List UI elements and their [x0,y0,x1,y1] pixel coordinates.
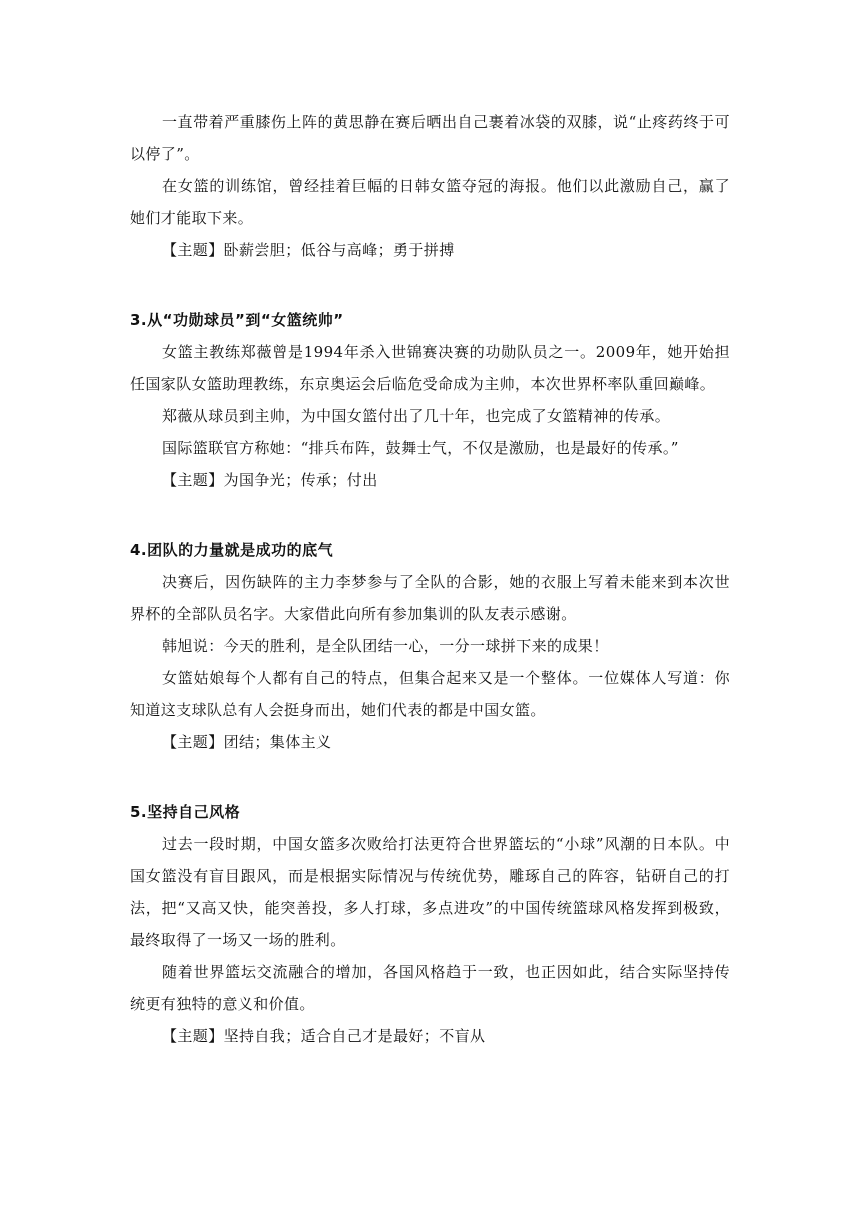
theme-line: 【主题】坚持自我；适合自己才是最好；不盲从 [162,1027,486,1045]
paragraph: 国际篮联官方称她：“排兵布阵，鼓舞士气，不仅是激励，也是最好的传承。” [162,439,679,457]
theme-line: 【主题】卧薪尝胆；低谷与高峰；勇于拼搏 [162,241,455,259]
paragraph: 郑薇从球员到主帅，为中国女篮付出了几十年，也完成了女篮精神的传承。 [162,407,671,425]
theme-line: 【主题】为国争光；传承；付出 [162,471,378,489]
paragraph: 决赛后，因伤缺阵的主力李梦参与了全队的合影，她的衣服上写着未能来到本次世界杯的全部队员名字。大家借此向所有参加集训的队友表示感谢。 [130,573,730,623]
paragraph: 随着世界篮坛交流融合的增加，各国风格趋于一致，也正因如此，结合实际坚持传统更有独特的意义和价值。 [130,963,730,1013]
theme-line: 【主题】团结；集体主义 [162,733,332,751]
paragraph: 一直带着严重膝伤上阵的黄思静在赛后晒出自己裹着冰袋的双膝，说“止疼药终于可以停了”。 [130,113,730,163]
paragraph: 韩旭说：今天的胜利，是全队团结一心，一分一球拼下来的成果！ [162,637,609,655]
paragraph: 女篮姑娘每个人都有自己的特点，但集合起来又是一个整体。一位媒体人写道：你知道这支球队总有人会挺身而出，她们代表的都是中国女篮。 [130,669,730,719]
paragraph: 过去一段时期，中国女篮多次败给打法更符合世界篮坛的“小球”风潮的日本队。中国女篮没有盲目跟风，而是根据实际情况与传统优势，雕琢自己的阵容，钻研自己的打法，把“又高又快，能突善投，多人打球，多点进攻”的中国传统篮球风格发挥到极致，最终取得了一场又一场的胜利。 [130,835,730,949]
document-body [130,106,730,1052]
section-title: 3.从“功勋球员”到“女篮统帅” [130,311,344,329]
paragraph: 女篮主教练郑薇曾是1994年杀入世锦赛决赛的功勋队员之一。2009年，她开始担任国家队女篮助理教练，东京奥运会后临危受命成为主帅，本次世界杯率队重回巅峰。 [130,343,730,393]
section-title: 4.团队的力量就是成功的底气 [130,541,334,559]
section-title: 5.坚持自己风格 [130,803,241,821]
paragraph: 在女篮的训练馆，曾经挂着巨幅的日韩女篮夺冠的海报。他们以此激励自己，赢了她们才能取下来。 [130,177,730,227]
